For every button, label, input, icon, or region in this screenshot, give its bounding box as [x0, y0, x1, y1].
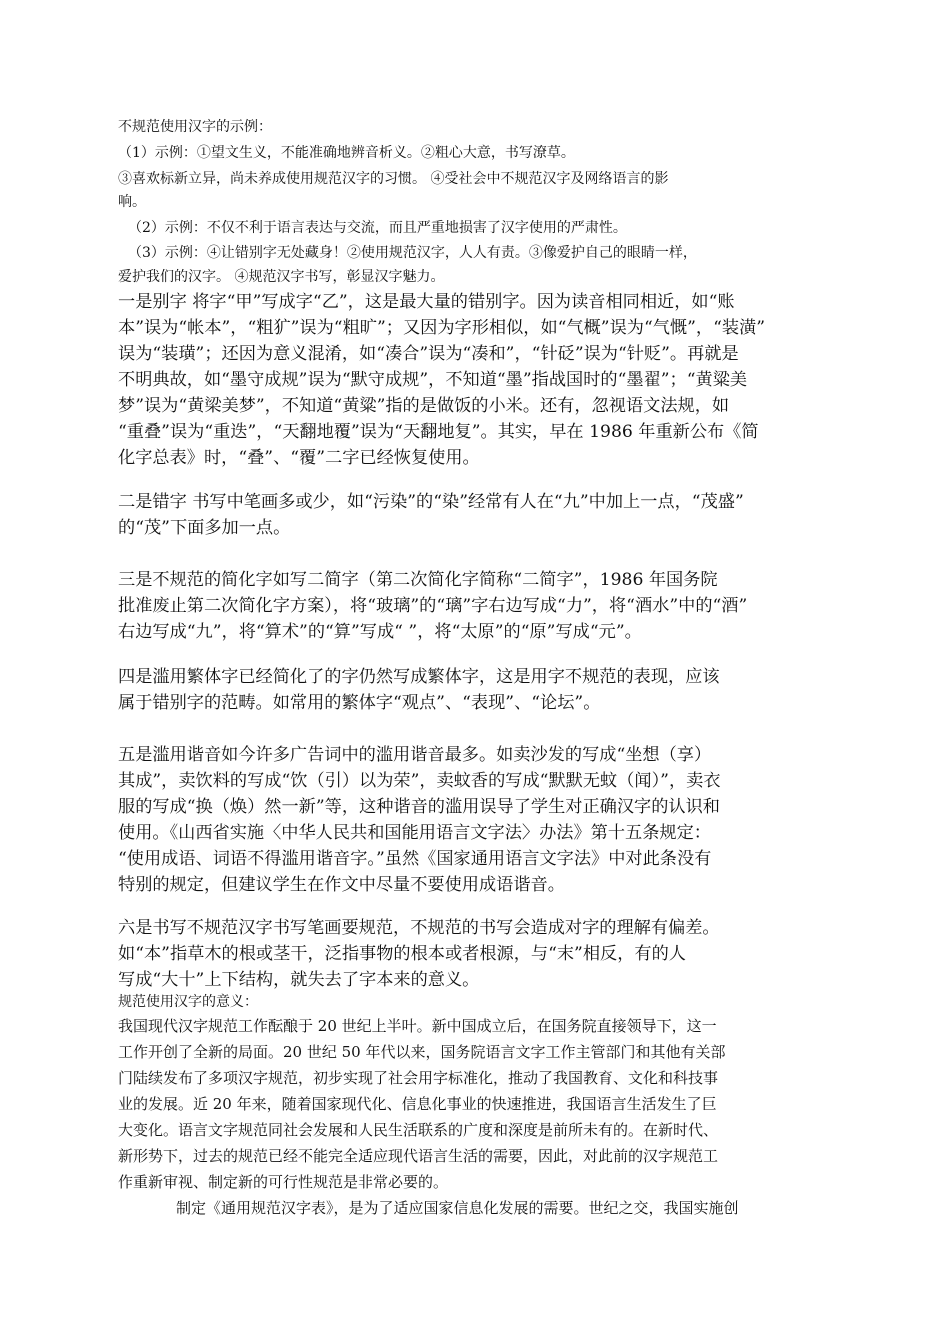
section1-line: “重叠”误为“重迭”，“天翻地覆”误为“天翻地复”。其实，早在 1986 年重新公布《简 [118, 422, 759, 442]
example-line: 响。 [118, 194, 146, 210]
section6-line: 六是书写不规范汉字书写笔画要规范，不规范的书写会造成对字的理解有偏差。 [118, 918, 720, 938]
section1-line: 不明典故，如“墨守成规”误为“默守成规”，不知道“墨”指战国时的“墨翟”；“黄粱美 [118, 370, 748, 390]
section4-line: 四是滥用繁体字已经简化了的字仍然写成繁体字，这是用字不规范的表现，应该 [118, 667, 720, 687]
meaning-line: 门陆续发布了多项汉字规范，初步实现了社会用字标准化，推动了我国教育、文化和科技事 [118, 1069, 719, 1087]
section3-line: 右边写成“九”，将“算术”的“算”写成“ ”，将“太原”的“原”写成“元”。 [118, 622, 642, 642]
examples-title: 不规范使用汉字的示例： [118, 119, 272, 135]
section1-line: 梦”误为“黄梁美梦”，不知道“黄粱”指的是做饭的小米。还有，忽视语文法规，如 [118, 396, 730, 416]
meaning-line: 我国现代汉字规范工作酝酿于 20 世纪上半叶。新中国成立后，在国务院直接领导下，这一 [118, 1017, 717, 1035]
section6-line: 写成“大十”上下结构，就失去了字本来的意义。 [118, 970, 480, 990]
meaning-line: 工作开创了全新的局面。20 世纪 50 年代以来，国务院语言文字工作主管部门和其他有关部 [118, 1043, 726, 1061]
meaning-line: 新形势下，过去的规范已经不能完全适应现代语言生活的需要，因此，对此前的汉字规范工 [118, 1147, 719, 1165]
section5-line: 其成”，卖饮料的写成“饮（引）以为荣”，卖蚊香的写成“默默无蚊（闻）”，卖衣 [118, 771, 721, 791]
meaning-line: 制定《通用规范汉字表》，是为了适应国家信息化发展的需要。世纪之交，我国实施创 [176, 1199, 739, 1217]
section2-line: 二是错字 书写中笔画多或少，如“污染”的“染”经常有人在“九”中加上一点，“茂盛” [118, 492, 744, 512]
example-line: （3）示例：④让错别字无处藏身！②使用规范汉字，人人有责。③像爱护自己的眼睛一样， [128, 245, 697, 261]
example-line: ③喜欢标新立异，尚未养成使用规范汉字的习惯。 ④受社会中不规范汉字及网络语言的影 [118, 171, 669, 187]
example-line: 爱护我们的汉字。 ④规范汉字书写，彰显汉字魅力。 [118, 269, 445, 285]
section2-line: 的“茂”下面多加一点。 [118, 518, 291, 538]
section4-line: 属于错别字的范畴。如常用的繁体字“观点”、“表现”、“论坛”。 [118, 693, 601, 713]
section5-line: 特别的规定，但建议学生在作文中尽量不要使用成语谐音。 [118, 875, 565, 895]
example-line: （1）示例：①望文生义，不能准确地辨音析义。②粗心大意，书写潦草。 [118, 145, 575, 161]
meaning-line: 作重新审视、制定新的可行性规范是非常必要的。 [118, 1173, 449, 1191]
meaning-title: 规范使用汉字的意义： [118, 994, 258, 1010]
example-line: （2）示例：不仅不利于语言表达与交流，而且严重地损害了汉字使用的严肃性。 [128, 220, 627, 236]
section1-line: 化字总表》时，“叠”、“覆”二字已经恢复使用。 [118, 448, 480, 468]
meaning-line: 业的发展。近 20 年来，随着国家现代化、信息化事业的快速推进，我国语言生活发生了巨 [118, 1095, 717, 1113]
section5-line: 服的写成“换（焕）然一新”等，这种谐音的滥用误导了学生对正确汉字的认识和 [118, 797, 720, 817]
section5-line: 五是滥用谐音如今许多广告词中的滥用谐音最多。如卖沙发的写成“坐想（享） [118, 745, 712, 765]
section3-line: 三是不规范的简化字如写二简字（第二次简化字简称“二简字”，1986 年国务院 [118, 570, 718, 590]
section1-line: 一是别字 将字“甲”写成字“乙”，这是最大量的错别字。因为读音相同相近，如“账 [118, 292, 735, 312]
meaning-line: 大变化。语言文字规范同社会发展和人民生活联系的广度和深度是前所未有的。在新时代、 [118, 1121, 719, 1139]
section1-line: 误为“装璜”；还因为意义混淆，如“凑合”误为“凑和”，“针砭”误为“针贬”。再就是 [118, 344, 739, 364]
section5-line: 使用。《山西省实施〈中华人民共和国能用语言文字法〉办法》第十五条规定： [118, 823, 711, 843]
section6-line: 如“本”指草木的根或茎干，泛指事物的根本或者根源，与“末”相反，有的人 [118, 944, 686, 964]
section3-line: 批准废止第二次简化字方案），将“玻璃”的“璃”字右边写成“力”，将“酒水”中的“酒” [118, 596, 748, 616]
section5-line: “使用成语、词语不得滥用谐音字。”虽然《国家通用语言文字法》中对此条没有 [118, 849, 712, 869]
section1-line: 本”误为“帐本”，“粗犷”误为“粗旷”；又因为字形相似，如“气概”误为“气慨”，“装潢” [118, 318, 766, 338]
